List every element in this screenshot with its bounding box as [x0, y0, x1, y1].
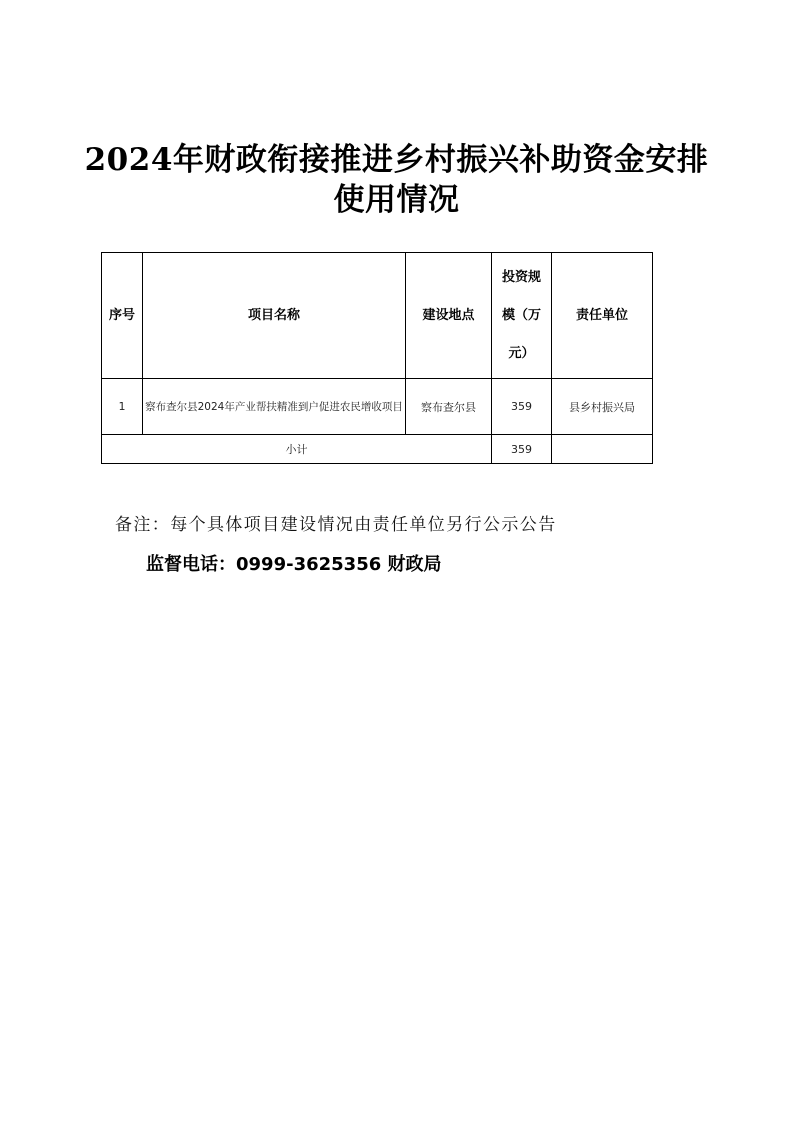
- header-investment-line-2: 模（万: [501, 307, 541, 323]
- header-location: 建设地点: [406, 253, 492, 379]
- supervision-phone: 监督电话：0999-3625356 财政局: [146, 554, 442, 575]
- document-title: [0, 140, 793, 220]
- header-responsible-unit: 责任单位: [552, 253, 653, 379]
- cell-responsible-unit: 县乡村振兴局: [552, 379, 653, 435]
- cell-project-name: 察布查尔县2024年产业帮扶精准到户促进农民增收项目: [143, 379, 406, 435]
- remark-note: 备注：每个具体项目建设情况由责任单位另行公示公告: [115, 515, 557, 535]
- table-row: [102, 379, 653, 435]
- header-seq: 序号: [102, 253, 143, 379]
- title-line-1: 2024年财政衔接推进乡村振兴补助资金安排: [84, 142, 709, 178]
- header-investment-line-1: 投资规: [501, 269, 541, 285]
- cell-seq: 1: [102, 379, 143, 435]
- funding-table: [101, 252, 653, 464]
- cell-investment: 359: [492, 379, 552, 435]
- header-investment-line-3: 元）: [508, 345, 535, 361]
- table-header-row: [102, 253, 653, 379]
- subtotal-unit: [552, 435, 653, 464]
- title-line-2: 使用情况: [333, 182, 460, 218]
- subtotal-row: [102, 435, 653, 464]
- header-investment: [492, 253, 552, 379]
- subtotal-investment: 359: [492, 435, 552, 464]
- header-project-name: 项目名称: [143, 253, 406, 379]
- subtotal-label: 小计: [102, 435, 492, 464]
- cell-location: 察布查尔县: [406, 379, 492, 435]
